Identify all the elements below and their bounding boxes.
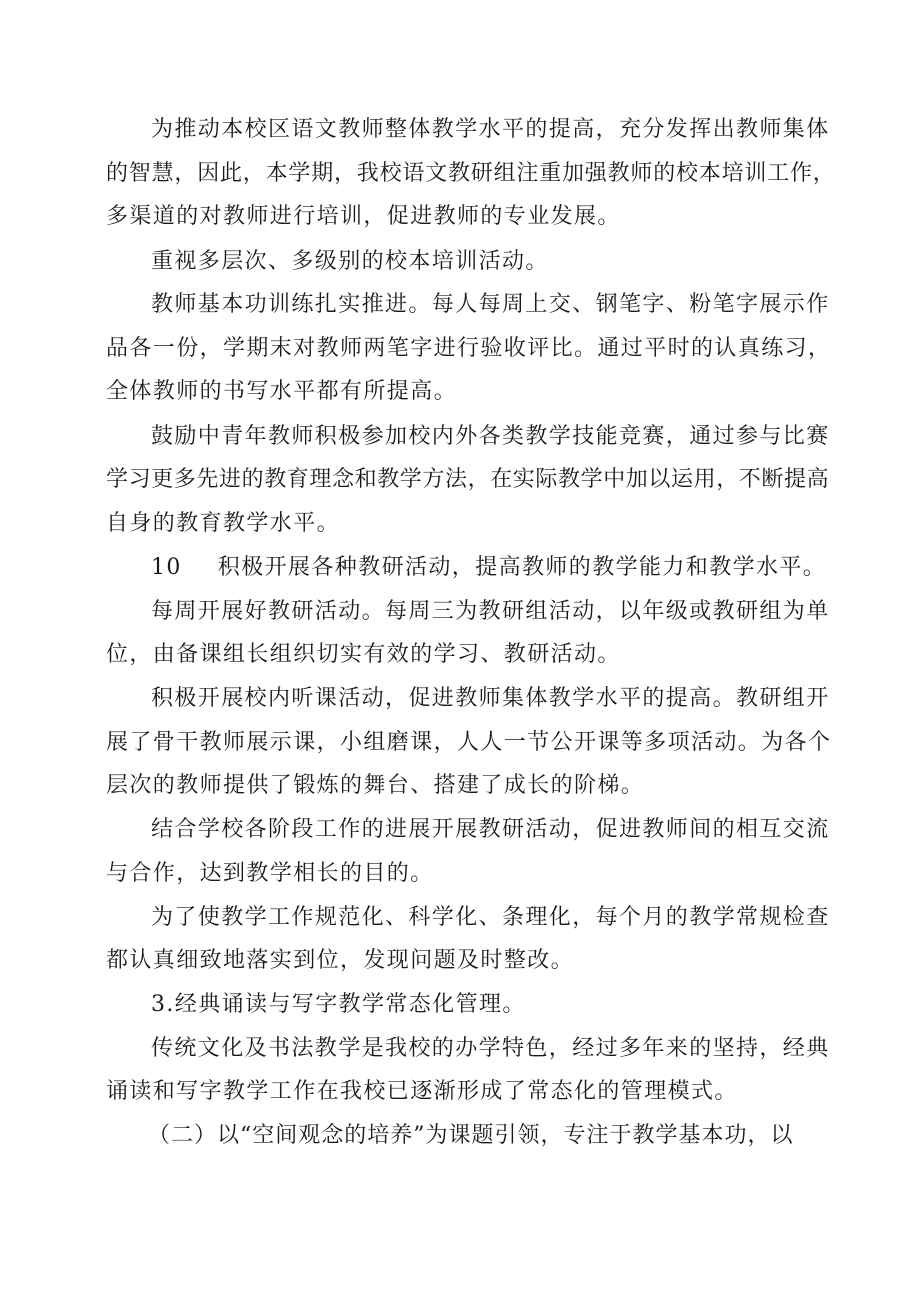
- subsection-heading: 3.经典诵读与写字教学常态化管理。: [151, 992, 526, 1017]
- text-line: 为推动本校区语文教师整体教学水平的提高，充分发挥出教师集体: [151, 117, 830, 142]
- text-line: 每周开展好教研活动。每周三为教研组活动，以年级或教研组为单: [151, 599, 830, 624]
- text-line: 多渠道的对教师进行培训，促进教师的专业发展。: [106, 204, 621, 229]
- text-line: 的智慧，因此，本学期，我校语文教研组注重加强教师的校本培训工作，: [106, 161, 836, 186]
- text-line: 为了使教学工作规范化、科学化、条理化，每个月的教学常规检查: [151, 905, 830, 930]
- text-line: 位，由备课组长组织切实有效的学习、教研活动。: [106, 642, 621, 667]
- text-line: 诵读和写字教学工作在我校已逐渐形成了常态化的管理模式。: [106, 1079, 738, 1104]
- text-line: 层次的教师提供了锻炼的舞台、搭建了成长的阶梯。: [106, 773, 645, 798]
- text-line: 全体教师的书写水平都有所提高。: [106, 379, 458, 404]
- text-line: 积极开展校内听课活动，促进教师集体教学水平的提高。教研组开: [151, 686, 830, 711]
- text-line: 结合学校各阶段工作的进展开展教研活动，促进教师间的相互交流: [151, 817, 830, 842]
- text-line: 重视多层次、多级别的校本培训活动。: [151, 249, 549, 274]
- section-heading-text: 积极开展各种教研活动，提高教师的教学能力和教学水平。: [217, 555, 827, 580]
- section-heading: [0, 553, 920, 583]
- text-line: 与合作，达到教学相长的目的。: [106, 861, 434, 886]
- text-line: 自身的教育教学水平。: [106, 511, 341, 536]
- text-line: 传统文化及书法教学是我校的办学特色，经过多年来的坚持，经典: [151, 1036, 830, 1061]
- text-line: 鼓励中青年教师积极参加校内外各类教学技能竞赛，通过参与比赛: [151, 424, 830, 449]
- text-line: 都认真细致地落实到位，发现问题及时整改。: [106, 948, 575, 973]
- text-line: 展了骨干教师展示课，小组磨课，人人一节公开课等多项活动。为各个: [106, 730, 832, 755]
- section-number: 10: [151, 555, 182, 580]
- section-heading: （二）以“空间观念的培养”为课题引领，专注于教学基本功，以: [148, 1123, 794, 1148]
- text-line: 品各一份，学期末对教师两笔字进行验收评比。通过平时的认真练习，: [106, 336, 832, 361]
- text-line: 学习更多先进的教育理念和教学方法，在实际教学中加以运用，不断提高: [106, 467, 830, 492]
- text-line: 教师基本功训练扎实推进。每人每周上交、钢笔字、粉笔字展示作: [151, 292, 830, 317]
